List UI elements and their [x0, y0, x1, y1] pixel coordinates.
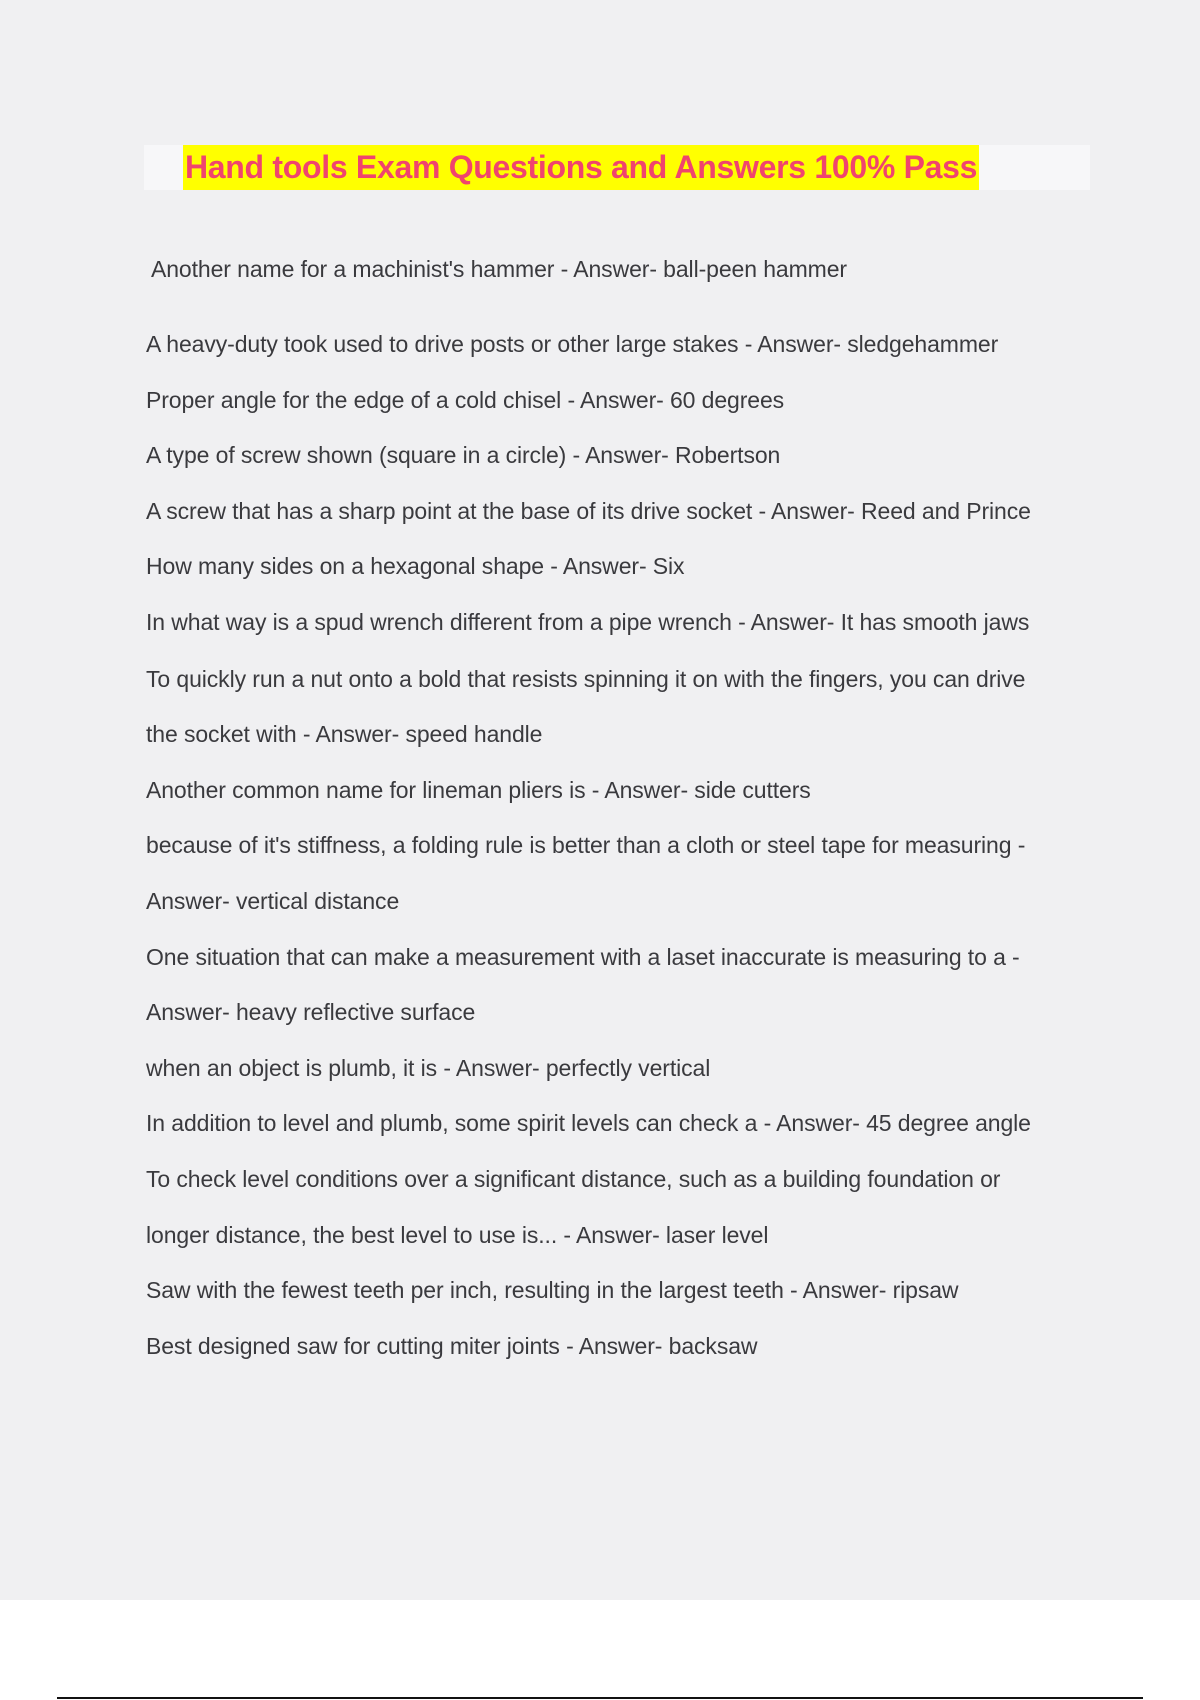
qa-line: In what way is a spud wrench different from a pipe wrench - Answer- It has smooth jaws — [146, 609, 1030, 635]
qa-line: Best designed saw for cutting miter joints - Answer- backsaw — [146, 1333, 758, 1359]
qa-line: Another name for a machinist's hammer - Answer- ball-peen hammer — [151, 256, 847, 282]
qa-line: when an object is plumb, it is - Answer- perfectly vertical — [146, 1055, 711, 1081]
qa-line: One situation that can make a measurement with a laset inaccurate is measuring to a - — [146, 944, 1020, 970]
qa-line: longer distance, the best level to use is... - Answer- laser level — [146, 1222, 769, 1248]
qa-line: Answer- vertical distance — [146, 888, 400, 914]
qa-line: In addition to level and plumb, some spirit levels can check a - Answer- 45 degree angle — [146, 1110, 1031, 1136]
qa-line: Answer- heavy reflective surface — [146, 999, 476, 1025]
footer-rule — [57, 1697, 1143, 1699]
qa-line: To check level conditions over a significant distance, such as a building foundation or — [146, 1166, 1001, 1192]
qa-line: Another common name for lineman pliers is - Answer- side cutters — [146, 777, 811, 803]
document-title: Hand tools Exam Questions and Answers 100% Pass — [183, 145, 979, 190]
qa-line: because of it's stiffness, a folding rule is better than a cloth or steel tape for measuring - — [146, 832, 1026, 858]
qa-line: To quickly run a nut onto a bold that resists spinning it on with the fingers, you can drive — [146, 666, 1026, 692]
qa-line: A screw that has a sharp point at the base of its drive socket - Answer- Reed and Prince — [146, 498, 1031, 524]
qa-line: Saw with the fewest teeth per inch, resulting in the largest teeth - Answer- ripsaw — [146, 1277, 959, 1303]
qa-line: How many sides on a hexagonal shape - Answer- Six — [146, 553, 685, 579]
qa-line: Proper angle for the edge of a cold chisel - Answer- 60 degrees — [146, 387, 785, 413]
qa-line: the socket with - Answer- speed handle — [146, 721, 543, 747]
qa-line: A type of screw shown (square in a circle) - Answer- Robertson — [146, 442, 781, 468]
qa-line: A heavy-duty took used to drive posts or other large stakes - Answer- sledgehammer — [146, 331, 999, 357]
